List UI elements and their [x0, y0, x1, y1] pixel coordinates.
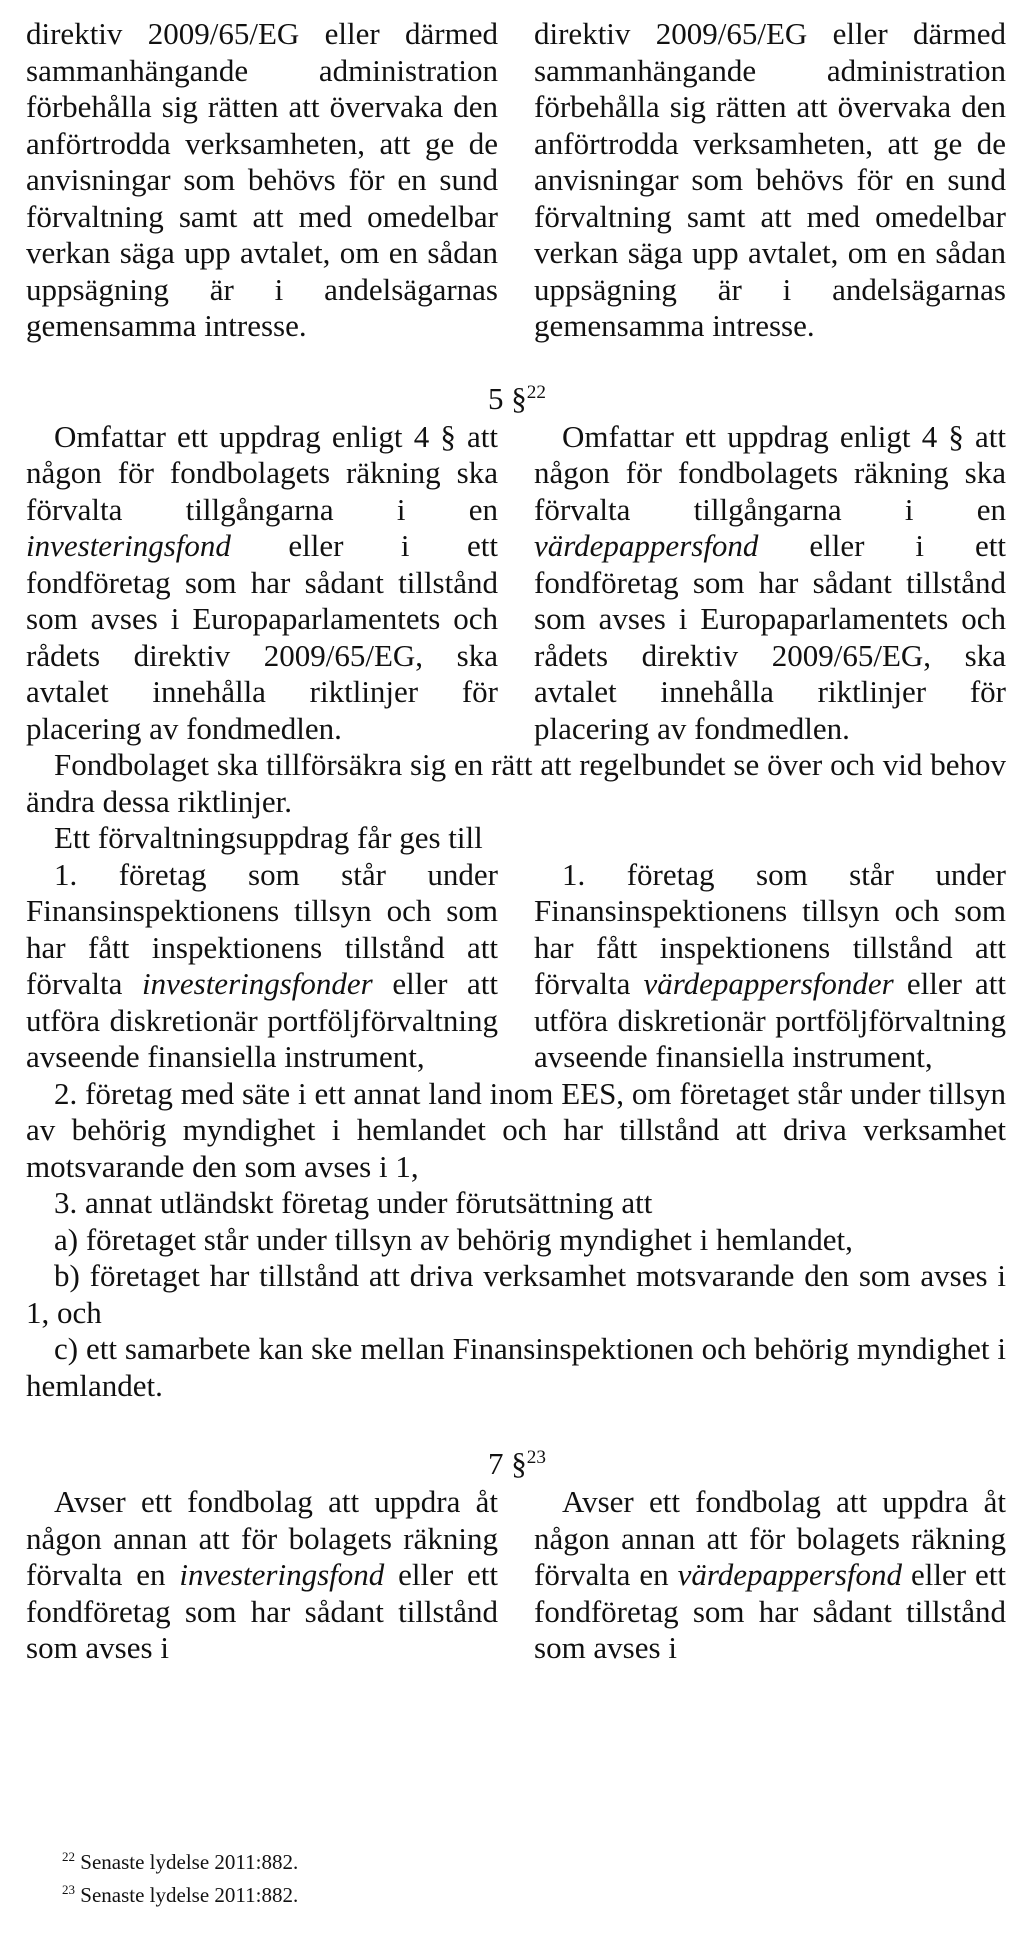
left-column — [26, 857, 498, 1076]
left-column — [26, 419, 498, 748]
list-item-3a: a) företaget står under tillsyn av behörig myndighet i hemlandet, — [54, 1221, 853, 1257]
list-item-1-proposed: 1. företag som står under Finansinspektionens tillsyn och som har fått inspektionens tillstånd att förvalta värdepappersfonder eller att utföra diskretionär portföljförvaltning avseende finansiella instrument, — [534, 856, 1006, 1074]
footnotes — [30, 1846, 298, 1912]
section-5-paragraph-1-proposed: Omfattar ett uppdrag enligt 4 § att någon för fondbolagets räkning ska förvalta tillgångarna i en värdepappersfond eller i ett fondföretag som har sådant tillstånd som avses i Europaparlamentets och rådets direktiv 2009/65/EG, ska avtalet innehålla riktlinjer för placering av fondmedlen. — [534, 418, 1006, 746]
footnote-ref-23: 23 — [526, 1447, 546, 1468]
section-7-parallel-block — [26, 1484, 1006, 1667]
section-5-paragraph-1-current: Omfattar ett uppdrag enligt 4 § att någon för fondbolagets räkning ska förvalta tillgångarna i en investeringsfond eller i ett fondföretag som har sådant tillstånd som avses i Europaparlamentets och rådets direktiv 2009/65/EG, ska avtalet innehålla riktlinjer för placering av fondmedlen. — [26, 418, 498, 746]
list-item-2: 2. företag med säte i ett annat land inom EES, om företaget står under tillsyn av behörig myndighet i hemlandet och har tillstånd att driva verksamhet motsvarande den som avses i 1, — [26, 1075, 1006, 1184]
section-5-parallel-block — [26, 419, 1006, 748]
right-column — [534, 857, 1006, 1076]
top-parallel-block — [26, 16, 1006, 345]
left-column — [26, 16, 498, 345]
section-5-paragraph-2: Fondbolaget ska tillförsäkra sig en rätt att regelbundet se över och vid behov ändra dessa riktlinjer. — [26, 747, 1006, 819]
footnote-22: $^{22}$ Senaste lydelse 2011:882. — [62, 1849, 299, 1874]
section-7-heading — [26, 1444, 1006, 1484]
right-column — [534, 16, 1006, 345]
section-5-paragraph-3: Ett förvaltningsuppdrag får ges till — [54, 820, 483, 855]
section-7-number: 7 § — [488, 1446, 527, 1481]
section-5-common-text — [26, 747, 1006, 857]
section-5-number: 5 § — [488, 380, 527, 416]
italic-term: värdepappersfonder — [643, 966, 894, 1001]
italic-term: investeringsfond — [179, 1557, 385, 1592]
italic-term: investeringsfond — [26, 528, 231, 563]
right-column — [534, 419, 1006, 748]
list-item-1-current: 1. företag som står under Finansinspektionens tillsyn och som har fått inspektionens tillstånd att förvalta investeringsfonder eller att utföra diskretionär portföljförvaltning avseende finansiella instrument, — [26, 856, 499, 1074]
section-7-paragraph-proposed: Avser ett fondbolag att uppdra åt någon annan att för bolagets räkning förvalta en värdepappersfond eller ett fondföretag som har sådant tillstånd som avses i — [534, 1484, 1006, 1665]
top-paragraph-proposed: direktiv 2009/65/EG eller därmed sammanhängande administration förbehålla sig rätten att övervaka den anförtrodda verksamheten, att ge de anvisningar som behövs för en sund förvaltning samt att med omedelbar verkan säga upp avtalet, om en sådan uppsägning är i andelsägarnas gemensamma intresse. — [534, 16, 1006, 343]
list-item-3b: b) företaget har tillstånd att driva verksamhet motsvarande den som avses i 1, och — [26, 1258, 1006, 1330]
italic-term: värdepappersfond — [677, 1557, 903, 1592]
footnote-ref-22: 22 — [526, 381, 546, 403]
section-5-heading — [26, 379, 1006, 419]
list-item-3c: c) ett samarbete kan ske mellan Finansinspektionen och behörig myndighet i hemlandet. — [26, 1331, 1006, 1403]
top-paragraph-current: direktiv 2009/65/EG eller därmed sammanhängande administration förbehålla sig rätten att övervaka den anförtrodda verksamheten, att ge de anvisningar som behövs för en sund förvaltning samt att med omedelbar verkan säga upp avtalet, om en sådan uppsägning är i andelsägarnas gemensamma intresse. — [26, 16, 498, 343]
section-7-paragraph-current: Avser ett fondbolag att uppdra åt någon annan att för bolagets räkning förvalta en investeringsfond eller ett fondföretag som har sådant tillstånd som avses i — [26, 1484, 498, 1665]
italic-term: värdepappersfond — [534, 528, 759, 563]
section-5-item-1-block — [26, 857, 1006, 1076]
footnote-23: $^{23}$ Senaste lydelse 2011:882. — [62, 1882, 299, 1907]
italic-term: investeringsfonder — [142, 966, 373, 1001]
list-item-3: 3. annat utländskt företag under förutsättning att — [54, 1185, 653, 1220]
right-column — [534, 1484, 1006, 1667]
section-5-list-continued — [26, 1076, 1006, 1405]
left-column — [26, 1484, 498, 1667]
document-page — [26, 16, 1006, 1667]
